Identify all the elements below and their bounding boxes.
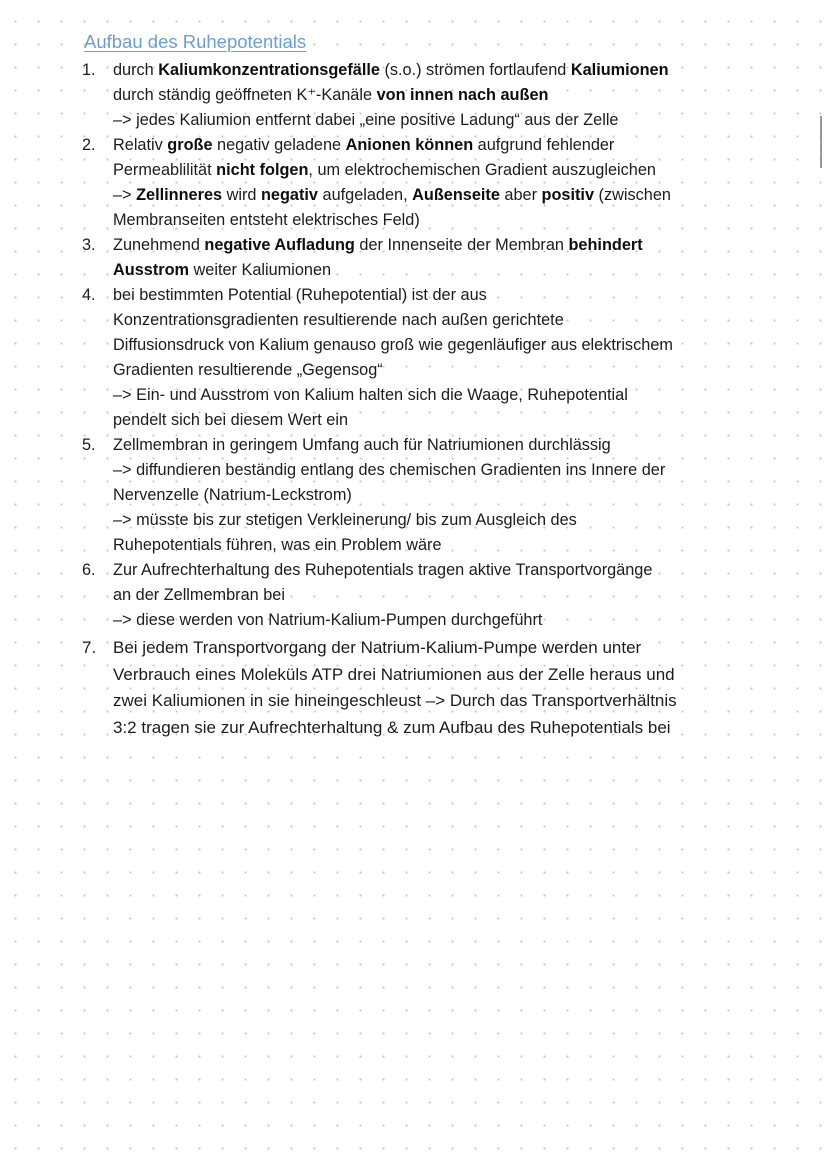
- text-line: [113, 258, 782, 283]
- text-segment: zwei Kaliumionen in sie hineingeschleust –> Durch das Transportverhältnis: [113, 691, 677, 710]
- text-segment: durch: [113, 61, 159, 79]
- text-segment: –> diese werden von Natrium-Kalium-Pumpen durchgeführt: [113, 611, 543, 629]
- text-segment: , um elektrochemischen Gradient auszugleichen: [308, 161, 656, 179]
- list-item: [82, 433, 782, 558]
- bold-term: große: [167, 136, 213, 154]
- text-segment: (s.o.) strömen fortlaufend: [379, 61, 571, 79]
- text-line: [113, 608, 782, 633]
- bold-term: von innen nach außen: [376, 86, 549, 104]
- text-segment: negativ geladene: [212, 136, 346, 154]
- bold-term: negativ: [260, 186, 318, 204]
- bold-term: Kaliumkonzentrationsgefälle: [158, 61, 380, 79]
- list-item: [82, 283, 782, 433]
- text-segment: 3:2 tragen sie zur Aufrechterhaltung & zum Aufbau des Ruhepotentials bei: [113, 717, 671, 737]
- list-item-number: 2.: [82, 136, 96, 154]
- text-line: [113, 508, 782, 533]
- text-segment: bei bestimmten Potential (Ruhepotential) ist der aus: [113, 286, 487, 304]
- text-line: [113, 308, 782, 333]
- bold-term: Kaliumionen: [570, 61, 669, 79]
- text-segment: pendelt sich bei diesem Wert ein: [113, 411, 348, 429]
- text-line: [113, 333, 782, 358]
- text-segment: aufgeladen,: [317, 186, 413, 204]
- text-segment: Diffusionsdruck von Kalium genauso groß wie gegenläufiger aus elektrischem: [113, 336, 673, 354]
- text-segment: –> diffundieren beständig entlang des chemischen Gradienten ins Innere der: [113, 461, 666, 479]
- text-line: [113, 358, 782, 383]
- bold-term: Zellinneres: [136, 186, 223, 204]
- text-line: [113, 108, 782, 133]
- text-line: [113, 183, 782, 208]
- text-line: [113, 635, 782, 662]
- text-segment: Ruhepotentials führen, was ein Problem wäre: [113, 536, 442, 554]
- list-item-number: 6.: [82, 561, 96, 579]
- list-item-number: 4.: [82, 286, 96, 304]
- text-cursor: [820, 116, 822, 168]
- text-segment: wird: [222, 186, 261, 204]
- text-segment: aufgrund fehlender: [473, 136, 615, 154]
- text-segment: Zur Aufrechterhaltung des Ruhepotentials tragen aktive Transportvorgänge: [113, 561, 653, 579]
- list-item: [82, 133, 782, 233]
- text-line: [113, 158, 782, 183]
- text-segment: Verbrauch eines Moleküls ATP drei Natriumionen aus der Zelle heraus und: [113, 664, 675, 684]
- bold-term: Anionen können: [345, 136, 474, 154]
- bold-term: Ausstrom: [113, 261, 189, 279]
- text-segment: Membranseiten entsteht elektrisches Feld): [113, 211, 420, 229]
- text-line: [113, 58, 782, 83]
- text-segment: Gradienten resultierende „Gegensog“: [113, 361, 383, 379]
- text-segment: Zellmembran in geringem Umfang auch für Natriumionen durchlässig: [113, 436, 611, 454]
- text-segment: –>: [113, 186, 137, 204]
- text-segment: Nervenzelle (Natrium-Leckstrom): [113, 486, 352, 504]
- list-item-number: 5.: [82, 436, 96, 454]
- bold-term: positiv: [541, 186, 595, 204]
- text-line: [113, 133, 782, 158]
- bold-term: nicht folgen: [216, 161, 309, 179]
- numbered-notes-list: [82, 58, 782, 741]
- text-segment: –> Ein- und Ausstrom von Kalium halten sich die Waage, Ruhepotential: [113, 386, 628, 404]
- dotted-blank-area: [0, 740, 828, 1169]
- text-line: [113, 208, 782, 233]
- bold-term: negative Aufladung: [204, 236, 355, 254]
- bold-term: behindert: [568, 236, 643, 254]
- text-segment: an der Zellmembran bei: [113, 586, 285, 604]
- page-title: Aufbau des Ruhepotentials: [84, 31, 307, 52]
- text-line: [113, 662, 782, 689]
- text-segment: weiter Kaliumionen: [189, 261, 332, 279]
- text-segment: aber: [499, 186, 542, 204]
- text-segment: (zwischen: [594, 186, 671, 204]
- text-line: [113, 583, 782, 608]
- text-line: [113, 458, 782, 483]
- text-line: [113, 383, 782, 408]
- text-segment: Permeablilität: [113, 161, 217, 179]
- text-line: [113, 533, 782, 558]
- list-item-number: 1.: [82, 61, 96, 79]
- text-line: [113, 408, 782, 433]
- text-segment: der Innenseite der Membran: [354, 236, 569, 254]
- text-line: [113, 688, 782, 715]
- list-item: [82, 558, 782, 633]
- text-line: [113, 715, 782, 742]
- text-line: [113, 83, 782, 108]
- text-segment: Zunehmend: [113, 236, 205, 254]
- text-segment: Bei jedem Transportvorgang der Natrium-Kalium-Pumpe werden unter: [113, 638, 642, 657]
- text-line: [113, 233, 782, 258]
- bold-term: Außenseite: [412, 186, 500, 204]
- text-line: [113, 283, 782, 308]
- text-segment: –> jedes Kaliumion entfernt dabei „eine positive Ladung“ aus der Zelle: [113, 111, 619, 129]
- list-item-number: 7.: [82, 638, 97, 657]
- text-segment: durch ständig geöffneten K⁺-Kanäle: [113, 86, 377, 104]
- text-line: [113, 433, 782, 458]
- list-item: [82, 58, 782, 133]
- text-segment: Konzentrationsgradienten resultierende nach außen gerichtete: [113, 311, 564, 329]
- text-line: [113, 483, 782, 508]
- text-segment: –> müsste bis zur stetigen Verkleinerung/ bis zum Ausgleich des: [113, 511, 577, 529]
- list-item: [82, 635, 782, 741]
- text-segment: Relativ: [113, 136, 168, 154]
- list-item: [82, 233, 782, 283]
- list-item-number: 3.: [82, 236, 96, 254]
- text-line: [113, 558, 782, 583]
